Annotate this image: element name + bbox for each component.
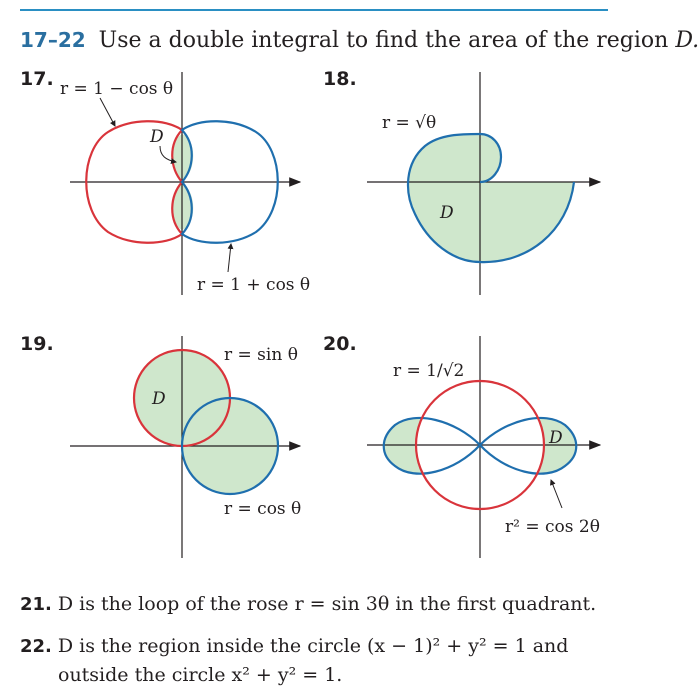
problem-22 — [20, 632, 568, 689]
fig18-region-label: D — [440, 203, 454, 223]
figure-20 — [367, 336, 600, 558]
fig18-label: r = √θ — [382, 113, 437, 133]
problem-19-number: 19. — [20, 333, 54, 355]
figure-18 — [367, 72, 600, 295]
problem-18-number: 18. — [323, 68, 357, 90]
problem-17-number: 17. — [20, 68, 54, 90]
fig19-label-bottom: r = cos θ — [224, 499, 302, 519]
figure-17 — [60, 72, 310, 295]
problem-22-number: 22. — [20, 636, 52, 657]
problem-range: 17–22 — [20, 28, 86, 52]
problem-20-number: 20. — [323, 333, 357, 355]
problem-22-line1: D is the region inside the circle (x − 1)² + y² = 1 and — [57, 635, 569, 657]
header-region: D. — [675, 28, 699, 53]
fig20-region-label: D — [549, 428, 563, 448]
fig19-label-top: r = sin θ — [224, 345, 298, 365]
fig20-pointer — [551, 480, 562, 508]
figure-19 — [70, 336, 301, 558]
fig19-region-label: D — [152, 389, 166, 409]
problem-21 — [20, 590, 596, 619]
fig17-top-pointer — [100, 98, 115, 126]
problem-21-number: 21. — [20, 594, 52, 615]
fig20-label-top: r = 1/√2 — [393, 361, 465, 381]
fig17-region-label: D — [150, 127, 164, 147]
header-text: Use a double integral to find the area of the region — [98, 28, 669, 53]
fig18-region — [408, 134, 574, 262]
fig17-bottom-pointer — [228, 244, 231, 272]
fig17-label-top: r = 1 − cos θ — [60, 79, 174, 99]
fig17-label-bottom: r = 1 + cos θ — [197, 275, 311, 295]
problem-22-line2: outside the circle x² + y² = 1. — [58, 664, 343, 686]
fig20-label-bottom: r² = cos 2θ — [505, 517, 600, 537]
problem-21-text: D is the loop of the rose r = sin 3θ in the first quadrant. — [57, 593, 597, 615]
